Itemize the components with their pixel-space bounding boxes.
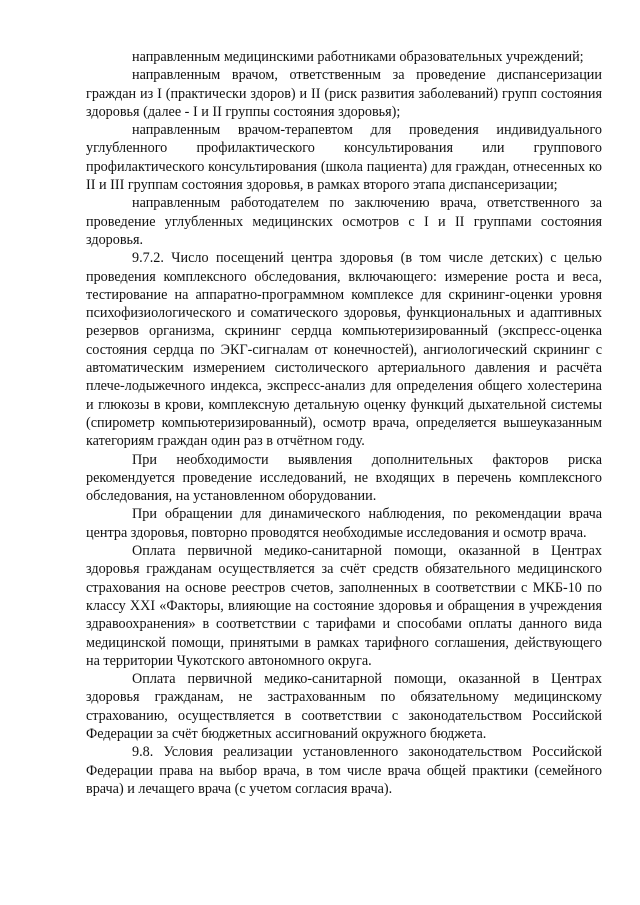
paragraph-dynamic-observation: При обращении для динамического наблюдения, по рекомендации врача центра здоровья, повторно проводятся необходимые исследования и осмотр врача. bbox=[86, 506, 602, 541]
paragraph-employer-referral: направленным работодателем по заключению врача, ответственного за проведение углубленных медицинских осмотров с I и II группами состояния здоровья. bbox=[86, 195, 602, 248]
paragraph-uninsured-payment: Оплата первичной медико-санитарной помощи, оказанной в Центрах здоровья гражданам, не застрахованным по обязательному медицинскому страхованию, осуществляется в соответствии с законодательством Российской Федерации за счёт бюджетных ассигнований окружного бюджета. bbox=[86, 671, 602, 742]
paragraph-educational-referral: направленным медицинскими работниками образовательных учреждений; bbox=[132, 49, 584, 65]
paragraph-therapist-referral: направленным врачом-терапевтом для проведения индивидуального углубленного профилактического консультирования или группового профилактического консультирования (школа пациента) для граждан, отнесенных ко II и III группам состояния здоровья, в рамках второго этапа диспансеризации; bbox=[86, 122, 602, 194]
paragraph-section-9-8: 9.8. Условия реализации установленного законодательством Российской Федерации права на выбор врача, в том числе врача общей практики (семейного врача) и лечащего врача (с учетом согласия врача). bbox=[86, 744, 602, 797]
paragraph-dispensary-referral: направленным врачом, ответственным за проведение диспансеризации граждан из I (практически здоров) и II (риск развития заболеваний) групп состояния здоровья (далее - I и II группы состояния здоровья); bbox=[86, 67, 602, 120]
document-page bbox=[86, 48, 602, 798]
paragraph-additional-factors: При необходимости выявления дополнительных факторов риска рекомендуется проведение исследований, не входящих в перечень комплексного обследования, на установленном оборудовании. bbox=[86, 451, 602, 505]
paragraph-oms-payment: Оплата первичной медико-санитарной помощи, оказанной в Центрах здоровья гражданам осуществляется за счёт средств обязательного медицинского страхования на основе реестров счетов, заполненных в соответствии с МКБ-10 по классу XXI «Факторы, влияющие на состояние здоровья и обращения в учреждения здравоохранения» в соответствии с тарифами и способами оплаты данного вида медицинской помощи, принятыми в рамках тарифного соглашения, действующего на территории Чукотского автономного округа. bbox=[86, 543, 602, 669]
paragraph-section-9-7-2: 9.7.2. Число посещений центра здоровья (в том числе детских) с целью проведения комплексного обследования, включающего: измерение роста и веса, тестирование на аппаратно-программном комплексе для скрининг-оценки уровня психофизиологического и соматического здоровья, функциональных и адаптивных резервов организма, скрининг сердца компьютеризированный (экспресс-оценка состояния сердца по ЭКГ-сигналам от конечностей), ангиологический скрининг с автоматическим измерением систолического артериального давления и расчёта плече-лодыжечного индекса, экспресс-анализ для определения общего холестерина и глюкозы в крови, комплексную детальную оценку функций дыхательной системы (спирометр компьютеризированный), осмотр врача, определяется вышеуказанным категориям граждан один раз в отчётном году. bbox=[86, 250, 602, 450]
